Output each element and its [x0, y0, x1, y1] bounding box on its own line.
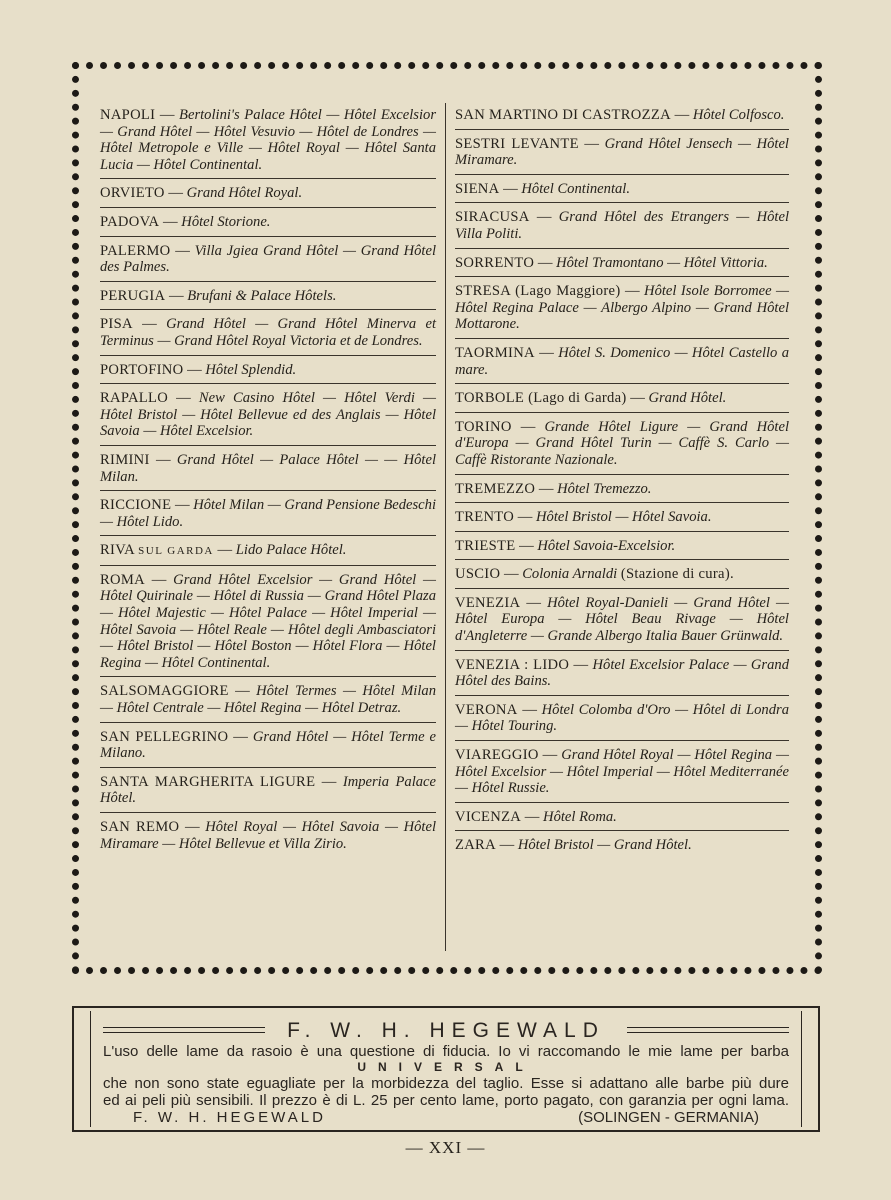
left-column — [100, 106, 436, 862]
city-name: RIVA SUL GARDA — [100, 542, 214, 559]
city-name: RIMINI — [100, 451, 150, 468]
advertisement-line-2: che non sono state eguagliate per la morbidezza del taglio. Esse si adattano alle barbe più dure — [103, 1075, 789, 1092]
list-item: SALSOMAGGIORE — Hôtel Termes — Hôtel Milan — Hôtel Centrale — Hôtel Regina — Hôtel Detraz. — [100, 682, 436, 722]
city-name: VICENZA — [455, 808, 522, 825]
city-name: ROMA — [100, 571, 145, 588]
city-name: SIENA — [455, 180, 500, 197]
hotel-list: Hôtel Bristol — Grand Hôtel. — [517, 837, 692, 854]
city-name: PORTOFINO — [100, 361, 184, 378]
list-item: TAORMINA — Hôtel S. Domenico — Hôtel Castello a mare. — [455, 344, 789, 384]
list-item: TRIESTE — Hôtel Savoia-Excelsior. — [455, 537, 789, 561]
city-name: SAN REMO — [100, 819, 180, 835]
city-name: SESTRI LEVANTE — [455, 135, 579, 152]
hotel-list: Hôtel Splendid. — [205, 361, 297, 378]
hotel-list: Hôtel Tremezzo. — [557, 480, 652, 497]
list-item: PADOVA — Hôtel Storione. — [100, 213, 436, 237]
brand-name: UNIVERSAL — [357, 1060, 535, 1074]
hotel-list: Grand Hôtel — Grand Hôtel Minerva et Terminus — Grand Hôtel Royal Victoria et de Londres. — [100, 316, 436, 349]
list-item: ORVIETO — Grand Hôtel Royal. — [100, 184, 436, 208]
advertisement-title: F. W. H. HEGEWALD — [287, 1018, 605, 1042]
hotel-list: Grand Hôtel Jensech — Hôtel Miramare. — [455, 135, 789, 169]
list-item: PALERMO — Villa Jgiea Grand Hôtel — Grand Hôtel des Palmes. — [100, 242, 436, 282]
hotel-list: Hôtel Bristol — Hôtel Savoia. — [535, 509, 712, 526]
list-item: ROMA — Grand Hôtel Excelsior — Grand Hôtel — Hôtel Quirinale — Hôtel di Russia — Grand Hôtel Plaza — Hôtel Majestic — Hôtel Palace — Hôtel Imperial — Hôtel Savoia — Hôtel Reale — Hôtel degli Ambasciatori — Hôtel Bristol — Hôtel Boston — Hôtel Flora — Hôtel Regina — Hôtel Continental. — [100, 571, 436, 678]
city-name: SANTA MARGHERITA LIGURE — [100, 773, 316, 790]
city-name: SORRENTO — [455, 254, 535, 271]
list-item: RIVA SUL GARDA — Lido Palace Hôtel. — [100, 541, 436, 566]
list-item: NAPOLI — Bertolini's Palace Hôtel — Hôtel Excelsior — Grand Hôtel — Hôtel Vesuvio — Hôtel de Londres — Hôtel Metropole e Ville — Hôtel Royal — Hôtel Santa Lucia — Hôtel Continental. — [100, 106, 436, 179]
hotel-list: Bertolini's Palace Hôtel — Hôtel Excelsior — Grand Hôtel — Hôtel Vesuvio — Hôtel de Londres — Hôtel Metropole e Ville — Hôtel Royal — Hôtel Santa Lucia — Hôtel Continental. — [100, 107, 436, 173]
hotel-list: Grand Hôtel. — [648, 390, 727, 407]
advertisement-line-1: L'uso delle lame da rasoio è una questione di fiducia. Io vi raccomando le mie lame per barba — [103, 1043, 789, 1060]
city-name: ORVIETO — [100, 185, 165, 202]
hotel-list: Colonia Arnaldi — [522, 566, 618, 583]
advertisement-content — [90, 1011, 802, 1127]
list-item: RICCIONE — Hôtel Milan — Grand Pensione Bedeschi — Hôtel Lido. — [100, 496, 436, 536]
hotel-list: Lido Palace Hôtel. — [235, 542, 347, 559]
city-name: SAN PELLEGRINO — [100, 728, 229, 745]
list-item: PERUGIA — Brufani & Palace Hôtels. — [100, 287, 436, 311]
list-item: SIRACUSA — Grand Hôtel des Etrangers — Hôtel Villa Politi. — [455, 208, 789, 248]
list-item: STRESA (Lago Maggiore) — Hôtel Isole Borromee — Hôtel Regina Palace — Albergo Alpino — Grand Hôtel Mottarone. — [455, 282, 789, 339]
hotel-list: Grand Hôtel des Etrangers — Hôtel Villa Politi. — [455, 209, 789, 242]
list-item: TRENTO — Hôtel Bristol — Hôtel Savoia. — [455, 508, 789, 532]
advertisement-line-3: ed ai peli più sensibili. Il prezzo è di L. 25 per cento lame, porto pagato, con garanzia per ogni lama. — [103, 1092, 789, 1109]
list-item: VENEZIA : LIDO — Hôtel Excelsior Palace — Grand Hôtel des Bains. — [455, 656, 789, 696]
city-name: SAN MARTINO DI CASTROZZA — [455, 107, 671, 123]
list-item: TORBOLE (Lago di Garda) — Grand Hôtel. — [455, 389, 789, 413]
advertisement-footer — [103, 1109, 789, 1126]
city-name: TREMEZZO — [455, 480, 536, 497]
hotel-list: Grand Hôtel — Palace Hôtel — — Hôtel Milan. — [100, 451, 436, 485]
hotel-list: Hôtel Tramontano — Hôtel Vittoria. — [556, 254, 768, 271]
advertiser-signature: F. W. H. HEGEWALD — [133, 1109, 326, 1126]
hotel-note: (Stazione di cura). — [620, 566, 734, 583]
list-item: SAN PELLEGRINO — Grand Hôtel — Hôtel Terme e Milano. — [100, 728, 436, 768]
city-name: PALERMO — [100, 242, 171, 259]
city-suffix: SUL GARDA — [138, 545, 214, 558]
list-item: VENEZIA — Hôtel Royal-Danieli — Grand Hôtel — Hôtel Europa — Hôtel Beau Rivage — Hôtel d'Angleterre — Grande Albergo Italia Bauer Grünwald. — [455, 594, 789, 651]
right-column — [455, 106, 789, 864]
advertisement-box — [72, 1006, 820, 1132]
city-name: PERUGIA — [100, 287, 166, 304]
hotel-list: Hôtel Milan — Grand Pensione Bedeschi — Hôtel Lido. — [100, 497, 436, 530]
city-name: TRIESTE — [455, 537, 516, 554]
list-item: TREMEZZO — Hôtel Tremezzo. — [455, 480, 789, 504]
advertisement-title-row — [103, 1017, 789, 1043]
city-name: PISA — [100, 316, 133, 333]
hotel-list: Imperia Palace Hôtel. — [100, 773, 437, 807]
hotel-list: Hôtel Royal — Hôtel Savoia — Hôtel Miramare — Hôtel Bellevue et Villa Zirio. — [100, 819, 436, 852]
city-name: VIAREGGIO — [455, 747, 539, 764]
list-item: PORTOFINO — Hôtel Splendid. — [100, 361, 436, 385]
list-item: TORINO — Grande Hôtel Ligure — Grand Hôtel d'Europa — Grand Hôtel Turin — Caffè S. Carlo — Caffè Ristorante Nazionale. — [455, 418, 789, 475]
hotel-list: Hôtel Storione. — [181, 213, 271, 230]
hotel-list: Brufani & Palace Hôtels. — [187, 287, 337, 304]
hotel-list: Hôtel Colfosco. — [692, 107, 785, 123]
city-name: RAPALLO — [100, 390, 169, 407]
city-name: VENEZIA : LIDO — [455, 656, 570, 673]
hotel-list: Grand Hôtel Royal. — [186, 185, 303, 202]
list-item: RAPALLO — New Casino Hôtel — Hôtel Verdi — Hôtel Bristol — Hôtel Bellevue ed des Anglais — Hôtel Savoia — Hôtel Excelsior. — [100, 389, 436, 446]
city-name: VERONA — [455, 701, 518, 718]
city-name: ZARA — [455, 837, 496, 854]
list-item: USCIO — Colonia Arnaldi (Stazione di cura). — [455, 565, 789, 589]
hotel-list: Hôtel Excelsior Palace — Grand Hôtel des Bains. — [455, 656, 790, 690]
hotel-list: Grand Hôtel Excelsior — Grand Hôtel — Hôtel Quirinale — Hôtel di Russia — Grand Hôtel Plaza — Hôtel Majestic — Hôtel Palace — Hôtel Imperial — Hôtel Savoia — Hôtel Reale — Hôtel degli Ambasciatori — Hôtel Bristol — Hôtel Boston — Hôtel Flora — Hôtel Regina — Hôtel Continental. — [100, 571, 436, 671]
list-item: RIMINI — Grand Hôtel — Palace Hôtel — — Hôtel Milan. — [100, 451, 436, 491]
list-item: VERONA — Hôtel Colomba d'Oro — Hôtel di Londra — Hôtel Touring. — [455, 701, 789, 741]
hotel-list: Villa Jgiea Grand Hôtel — Grand Hôtel des Palmes. — [100, 242, 437, 276]
hotel-list: Hôtel Continental. — [521, 180, 631, 197]
list-item: VIAREGGIO — Grand Hôtel Royal — Hôtel Regina — Hôtel Excelsior — Hôtel Imperial — Hôtel Mediterranée — Hôtel Russie. — [455, 746, 789, 803]
city-name: SALSOMAGGIORE — [100, 683, 229, 700]
list-item: SORRENTO — Hôtel Tramontano — Hôtel Vittoria. — [455, 254, 789, 278]
list-item: VICENZA — Hôtel Roma. — [455, 808, 789, 832]
hotel-list: Hôtel Isole Borromee — Hôtel Regina Palace — Albergo Alpino — Grand Hôtel Mottarone. — [455, 283, 790, 333]
city-name: PADOVA — [100, 213, 160, 230]
hotel-list: New Casino Hôtel — Hôtel Verdi — Hôtel Bristol — Hôtel Bellevue ed des Anglais — Hôtel Savoia — Hôtel Excelsior. — [100, 390, 436, 440]
city-name: USCIO — [455, 566, 501, 583]
advertiser-location: (SOLINGEN - GERMANIA) — [578, 1109, 759, 1126]
list-item: SESTRI LEVANTE — Grand Hôtel Jensech — Hôtel Miramare. — [455, 135, 789, 175]
title-rule-left — [103, 1027, 265, 1033]
list-item: SIENA — Hôtel Continental. — [455, 180, 789, 204]
hotel-list: Hôtel S. Domenico — Hôtel Castello a mare. — [455, 344, 789, 378]
city-name: NAPOLI — [100, 107, 156, 123]
city-name: VENEZIA — [455, 594, 521, 611]
city-name: STRESA (Lago Maggiore) — [455, 283, 621, 300]
hotel-list: Hôtel Termes — Hôtel Milan — Hôtel Centrale — Hôtel Regina — Hôtel Detraz. — [100, 683, 437, 717]
city-name: TORINO — [455, 418, 512, 435]
hotel-list: Hôtel Colomba d'Oro — Hôtel di Londra — Hôtel Touring. — [455, 701, 789, 735]
page-number: — XXI — — [405, 1138, 486, 1157]
column-divider — [445, 103, 446, 951]
city-name: RICCIONE — [100, 497, 172, 514]
list-item: PISA — Grand Hôtel — Grand Hôtel Minerva et Terminus — Grand Hôtel Royal Victoria et de Londres. — [100, 315, 436, 355]
city-name: TAORMINA — [455, 344, 535, 361]
list-item: SAN REMO — Hôtel Royal — Hôtel Savoia — Hôtel Miramare — Hôtel Bellevue et Villa Zirio. — [100, 819, 436, 852]
hotel-list: Grand Hôtel — Hôtel Terme e Milano. — [100, 728, 437, 762]
title-rule-right — [627, 1027, 789, 1033]
list-item: SANTA MARGHERITA LIGURE — Imperia Palace Hôtel. — [100, 773, 436, 813]
list-item: ZARA — Hôtel Bristol — Grand Hôtel. — [455, 837, 692, 854]
hotel-list: Hôtel Roma. — [543, 808, 617, 825]
list-item: SAN MARTINO DI CASTROZZA — Hôtel Colfosco. — [455, 106, 789, 130]
hotel-list: Hôtel Royal-Danieli — Grand Hôtel — Hôtel Europa — Hôtel Beau Rivage — Hôtel d'Angleterre — Grande Albergo Italia Bauer Grünwald. — [455, 594, 789, 645]
hotel-list: Grand Hôtel Royal — Hôtel Regina — Hôtel Excelsior — Hôtel Imperial — Hôtel Mediterranée — Hôtel Russie. — [455, 747, 789, 797]
hotel-list: Grande Hôtel Ligure — Grand Hôtel d'Europa — Grand Hôtel Turin — Caffè S. Carlo — Caffè Ristorante Nazionale. — [455, 418, 790, 468]
city-name: TRENTO — [455, 509, 515, 526]
city-name: TORBOLE (Lago di Garda) — [455, 390, 627, 407]
city-name: SIRACUSA — [455, 209, 530, 226]
hotel-list: Hôtel Savoia-Excelsior. — [537, 537, 676, 554]
